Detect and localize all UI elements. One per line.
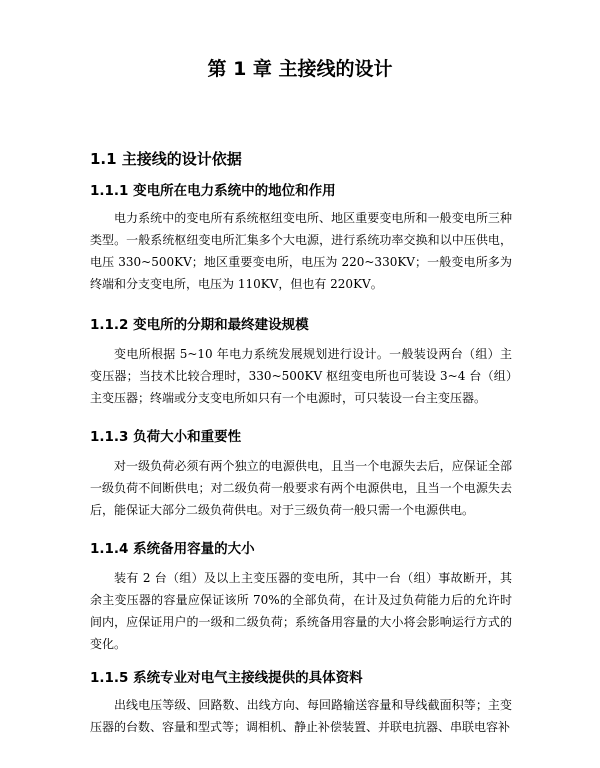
subsection-heading-1-1-1: 1.1.1 变电所在电力系统中的地位和作用: [90, 183, 336, 199]
subsection-heading-1-1-4: 1.1.4 系统备用容量的大小: [90, 541, 255, 557]
subsection-heading-1-1-5: 1.1.5 系统专业对电气主接线提供的具体资料: [90, 670, 363, 686]
subsection-heading-1-1-3: 1.1.3 负荷大小和重要性: [90, 429, 242, 445]
section-heading: 1.1 主接线的设计依据: [90, 150, 242, 168]
paragraph-1-1-3: 对一级负荷必须有两个独立的电源供电，且当一个电源失去后，应保证全部一级负荷不间断供电；对二级负荷一般要求有两个电源供电，且当一个电源失去后，能保证大部分二级负荷供电。对于三级负荷一般只需一个电源供电。: [90, 459, 512, 517]
chapter-title: 第 1 章 主接线的设计: [207, 58, 393, 80]
paragraph-1-1-5: 出线电压等级、回路数、出线方向、每回路输送容量和导线截面积等；主变压器的台数、容量和型式等；调相机、静止补偿装置、并联电抗器、串联电容补: [90, 698, 512, 734]
paragraph-1-1-4: 装有 2 台（组）及以上主变压器的变电所，其中一台（组）事故断开，其余主变压器的容量应保证该所 70%的全部负荷，在计及过负荷能力后的允许时间内，应保证用户的一级和二级负荷；系统备用容量的大小将会影响运行方式的变化。: [90, 571, 512, 651]
paragraph-1-1-1: 电力系统中的变电所有系统枢纽变电所、地区重要变电所和一般变电所三种类型。一般系统枢纽变电所汇集多个大电源，进行系统功率交换和以中压供电，电压 330~500KV；地区重要变电所，电压为 220~330KV；一般变电所多为终端和分支变电所，电压为 110KV，但也有 220KV。: [90, 211, 512, 291]
subsection-heading-1-1-2: 1.1.2 变电所的分期和最终建设规模: [90, 317, 309, 333]
paragraph-1-1-2: 变电所根据 5~10 年电力系统发展规划进行设计。一般装设两台（组）主变压器；当技术比较合理时，330~500KV 枢纽变电所也可装设 3~4 台（组）主变压器；终端或分支变电所如只有一个电源时，可只装设一台主变压器。: [90, 347, 512, 405]
